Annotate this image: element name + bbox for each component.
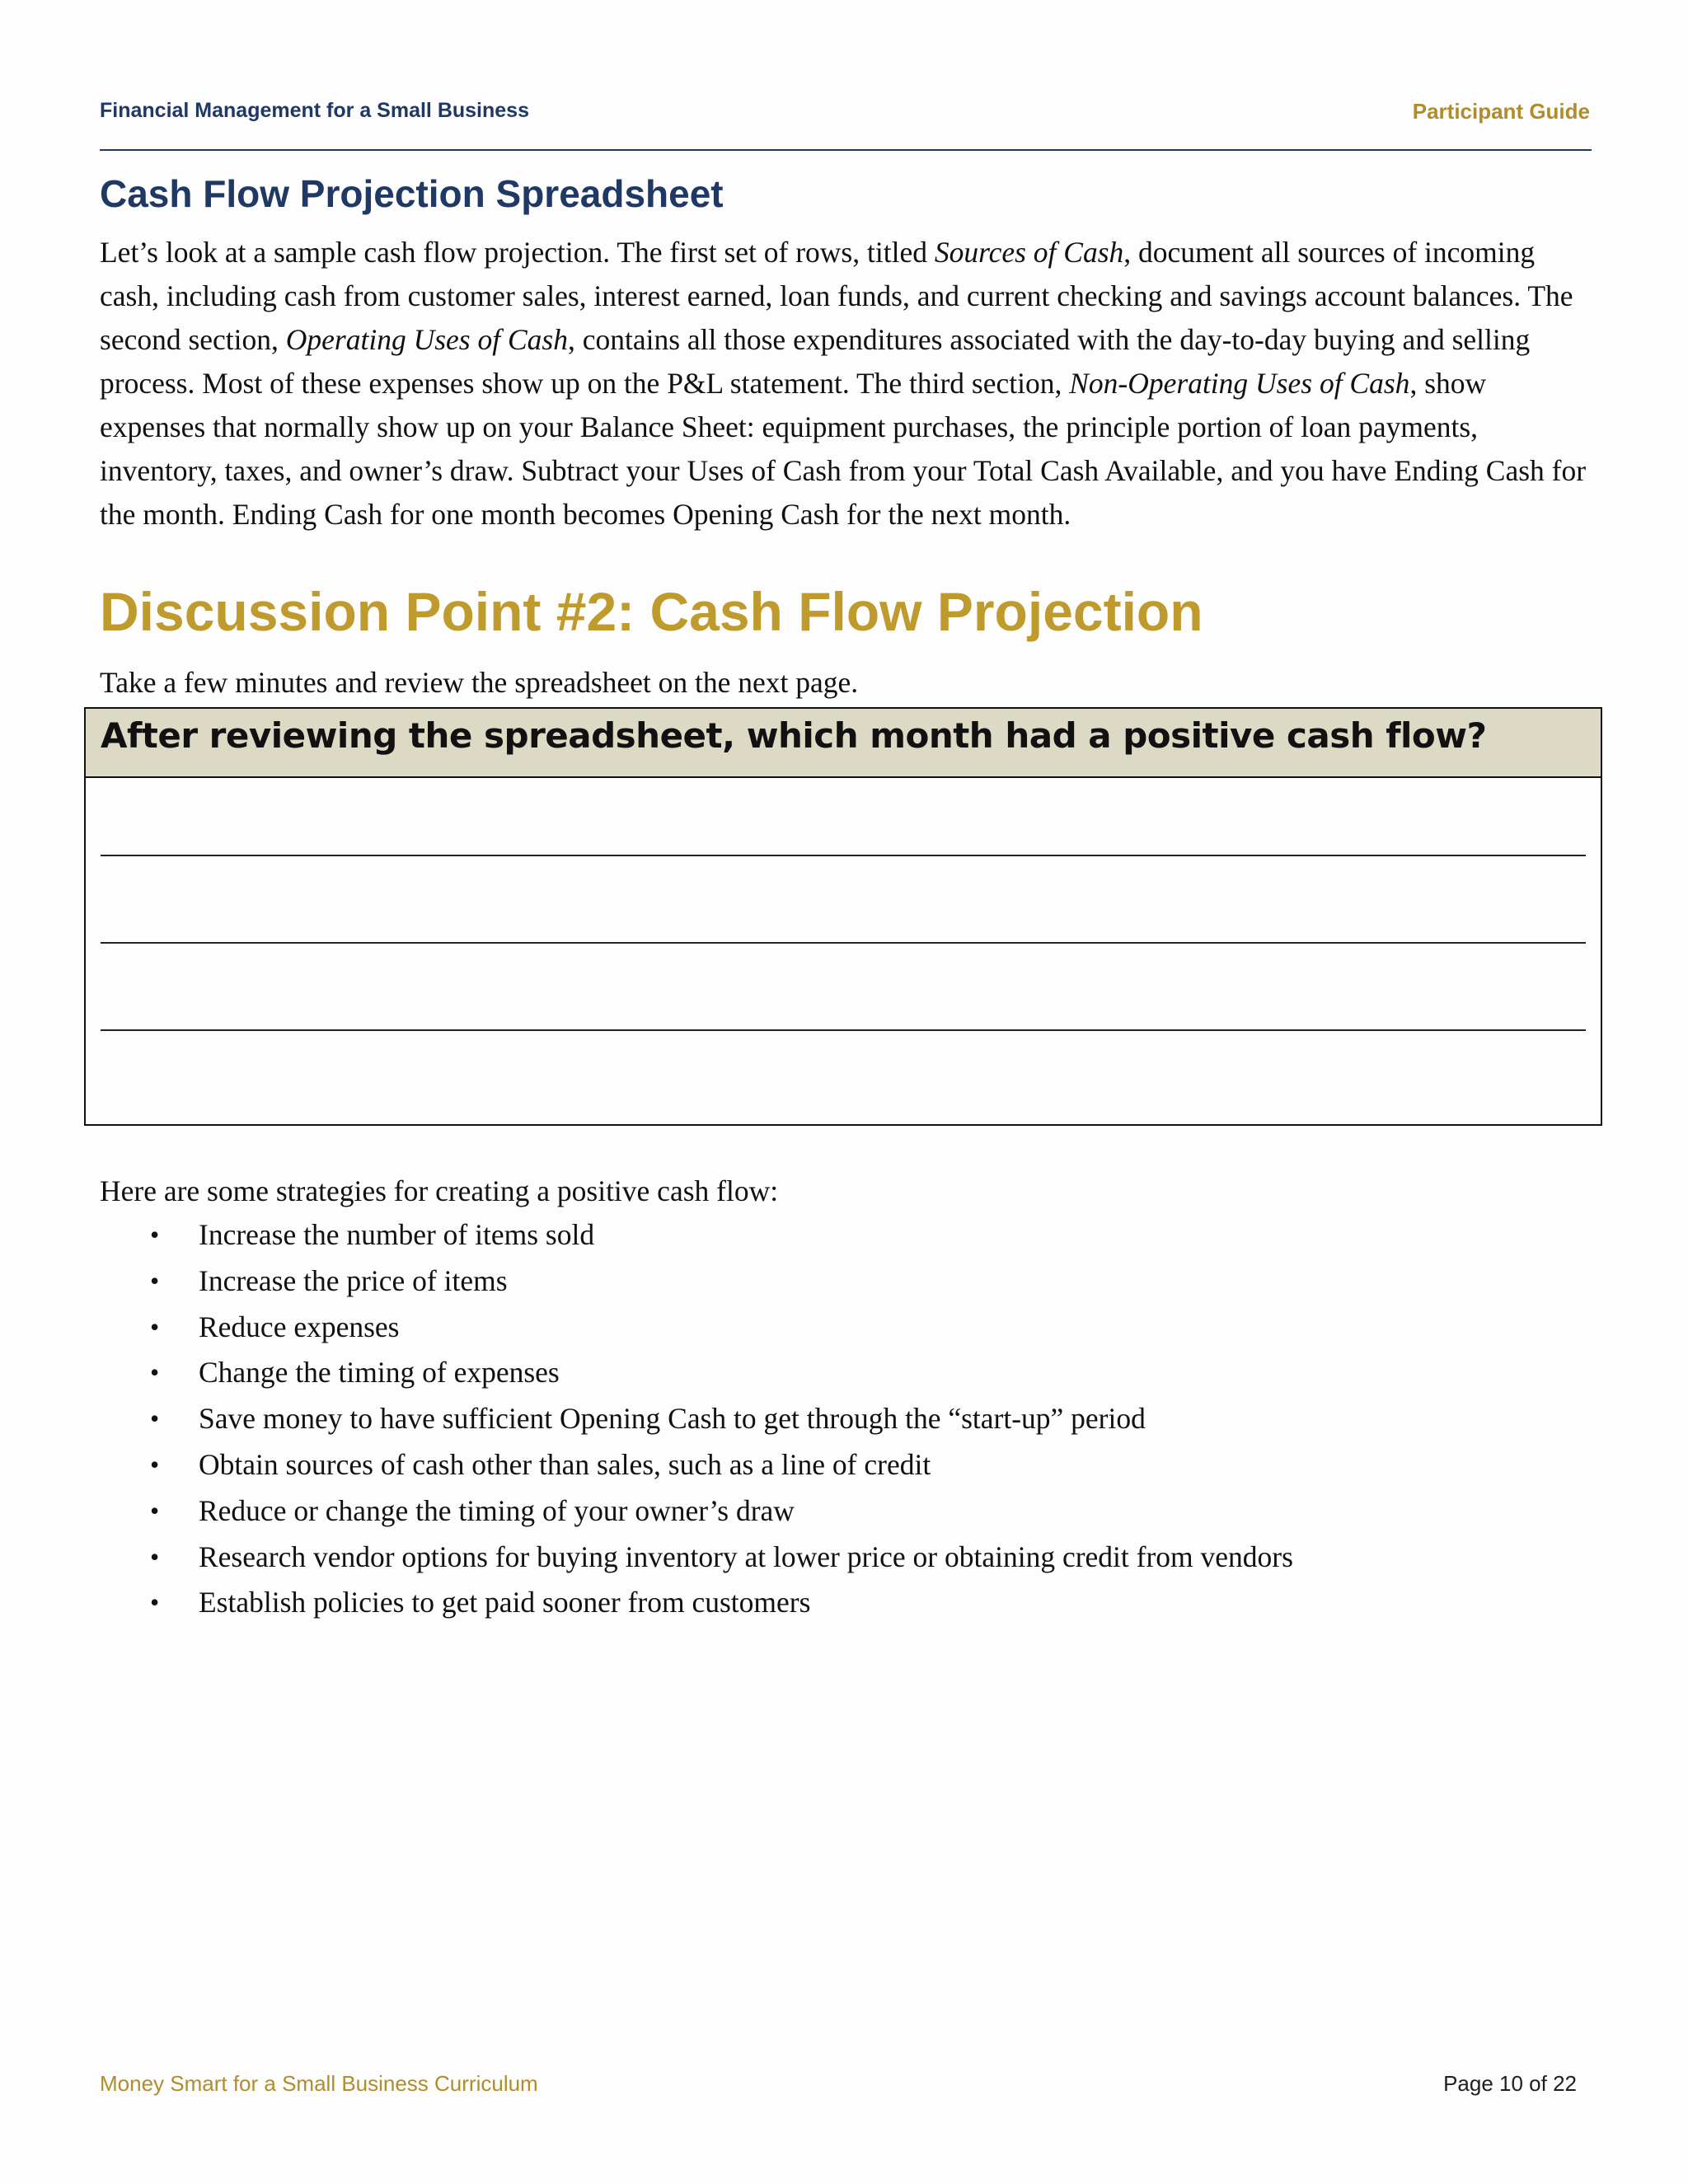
bullet-icon: • xyxy=(150,1265,160,1296)
question-box xyxy=(84,707,1602,1126)
intro-italic-term: Sources of Cash xyxy=(934,236,1124,269)
question-header xyxy=(86,709,1601,778)
footer-curriculum: Money Smart for a Small Business Curriculum xyxy=(100,2071,538,2096)
discussion-instruction: Take a few minutes and review the spreadsheet on the next page. xyxy=(100,666,859,699)
strategy-text: Increase the price of items xyxy=(199,1263,508,1297)
answer-line-3[interactable] xyxy=(101,1029,1586,1031)
strategy-text: Obtain sources of cash other than sales, such as a line of credit xyxy=(199,1447,931,1481)
strategies-intro: Here are some strategies for creating a positive cash flow: xyxy=(100,1174,779,1207)
question-text: After reviewing the spreadsheet, which month had a positive cash flow? xyxy=(101,715,1487,756)
bullet-icon: • xyxy=(150,1220,160,1249)
intro-text-segment: , contains all those expenditures associated with the day-to-day buying and selling process. Most of these expenses show up on the P&L statement. The third section, xyxy=(100,323,1531,400)
bullet-icon: • xyxy=(150,1495,160,1526)
bullet-icon: • xyxy=(150,1311,160,1342)
bullet-icon: • xyxy=(150,1404,160,1434)
strategy-item xyxy=(100,1535,1293,1582)
strategy-item xyxy=(100,1443,1293,1489)
strategy-text: Save money to have sufficient Opening Cash to get through the “start-up” period xyxy=(199,1402,1146,1436)
strategy-text: Reduce expenses xyxy=(199,1310,400,1343)
strategy-item xyxy=(100,1305,1293,1352)
strategy-item xyxy=(100,1581,1293,1627)
header-guide-label: Participant Guide xyxy=(1412,99,1590,124)
discussion-title: Discussion Point #2: Cash Flow Projection xyxy=(100,581,1203,642)
answer-line-1[interactable] xyxy=(101,855,1586,856)
intro-italic-term: Operating Uses of Cash xyxy=(285,323,568,356)
bullet-icon: • xyxy=(150,1587,160,1618)
strategy-item xyxy=(100,1351,1293,1397)
bullet-icon: • xyxy=(150,1449,160,1479)
header-doc-title: Financial Management for a Small Business xyxy=(100,99,529,122)
intro-text-segment: , show expenses that normally show up on your Balance Sheet: equipment purchases, the principle portion of loan payments, inventory, taxes, and owner’s draw. Subtract your Uses of Cash from your Total Cash Available, and you have Ending Cash for the month. Ending Cash for one month becomes Opening Cash for the next month. xyxy=(100,367,1587,531)
strategy-item xyxy=(100,1397,1293,1443)
footer-page-number: Page 10 of 22 xyxy=(1443,2071,1577,2096)
strategy-item xyxy=(100,1213,1293,1259)
intro-text-segment: , document all sources of incoming cash, including cash from customer sales, interest earned, loan funds, and current checking and savings account balances. The second section, xyxy=(100,236,1573,356)
strategy-text: Establish policies to get paid sooner from customers xyxy=(199,1586,811,1619)
strategy-text: Change the timing of expenses xyxy=(199,1356,560,1390)
bullet-icon: • xyxy=(150,1541,160,1572)
strategies-list xyxy=(100,1213,1293,1627)
section-title: Cash Flow Projection Spreadsheet xyxy=(100,172,724,215)
intro-italic-term: Non-Operating Uses of Cash xyxy=(1069,367,1410,400)
header-divider xyxy=(100,149,1592,151)
strategy-item xyxy=(100,1259,1293,1305)
answer-line-2[interactable] xyxy=(101,942,1586,944)
strategy-item xyxy=(100,1489,1293,1535)
intro-text-segment: Let’s look at a sample cash flow projection. The first set of rows, titled xyxy=(100,236,935,269)
strategy-text: Reduce or change the timing of your owner’s draw xyxy=(199,1493,795,1527)
strategy-text: Increase the number of items sold xyxy=(199,1218,595,1251)
intro-paragraph xyxy=(100,231,1596,537)
strategy-text: Research vendor options for buying inventory at lower price or obtaining credit from vendors xyxy=(199,1540,1293,1573)
bullet-icon: • xyxy=(150,1357,160,1388)
